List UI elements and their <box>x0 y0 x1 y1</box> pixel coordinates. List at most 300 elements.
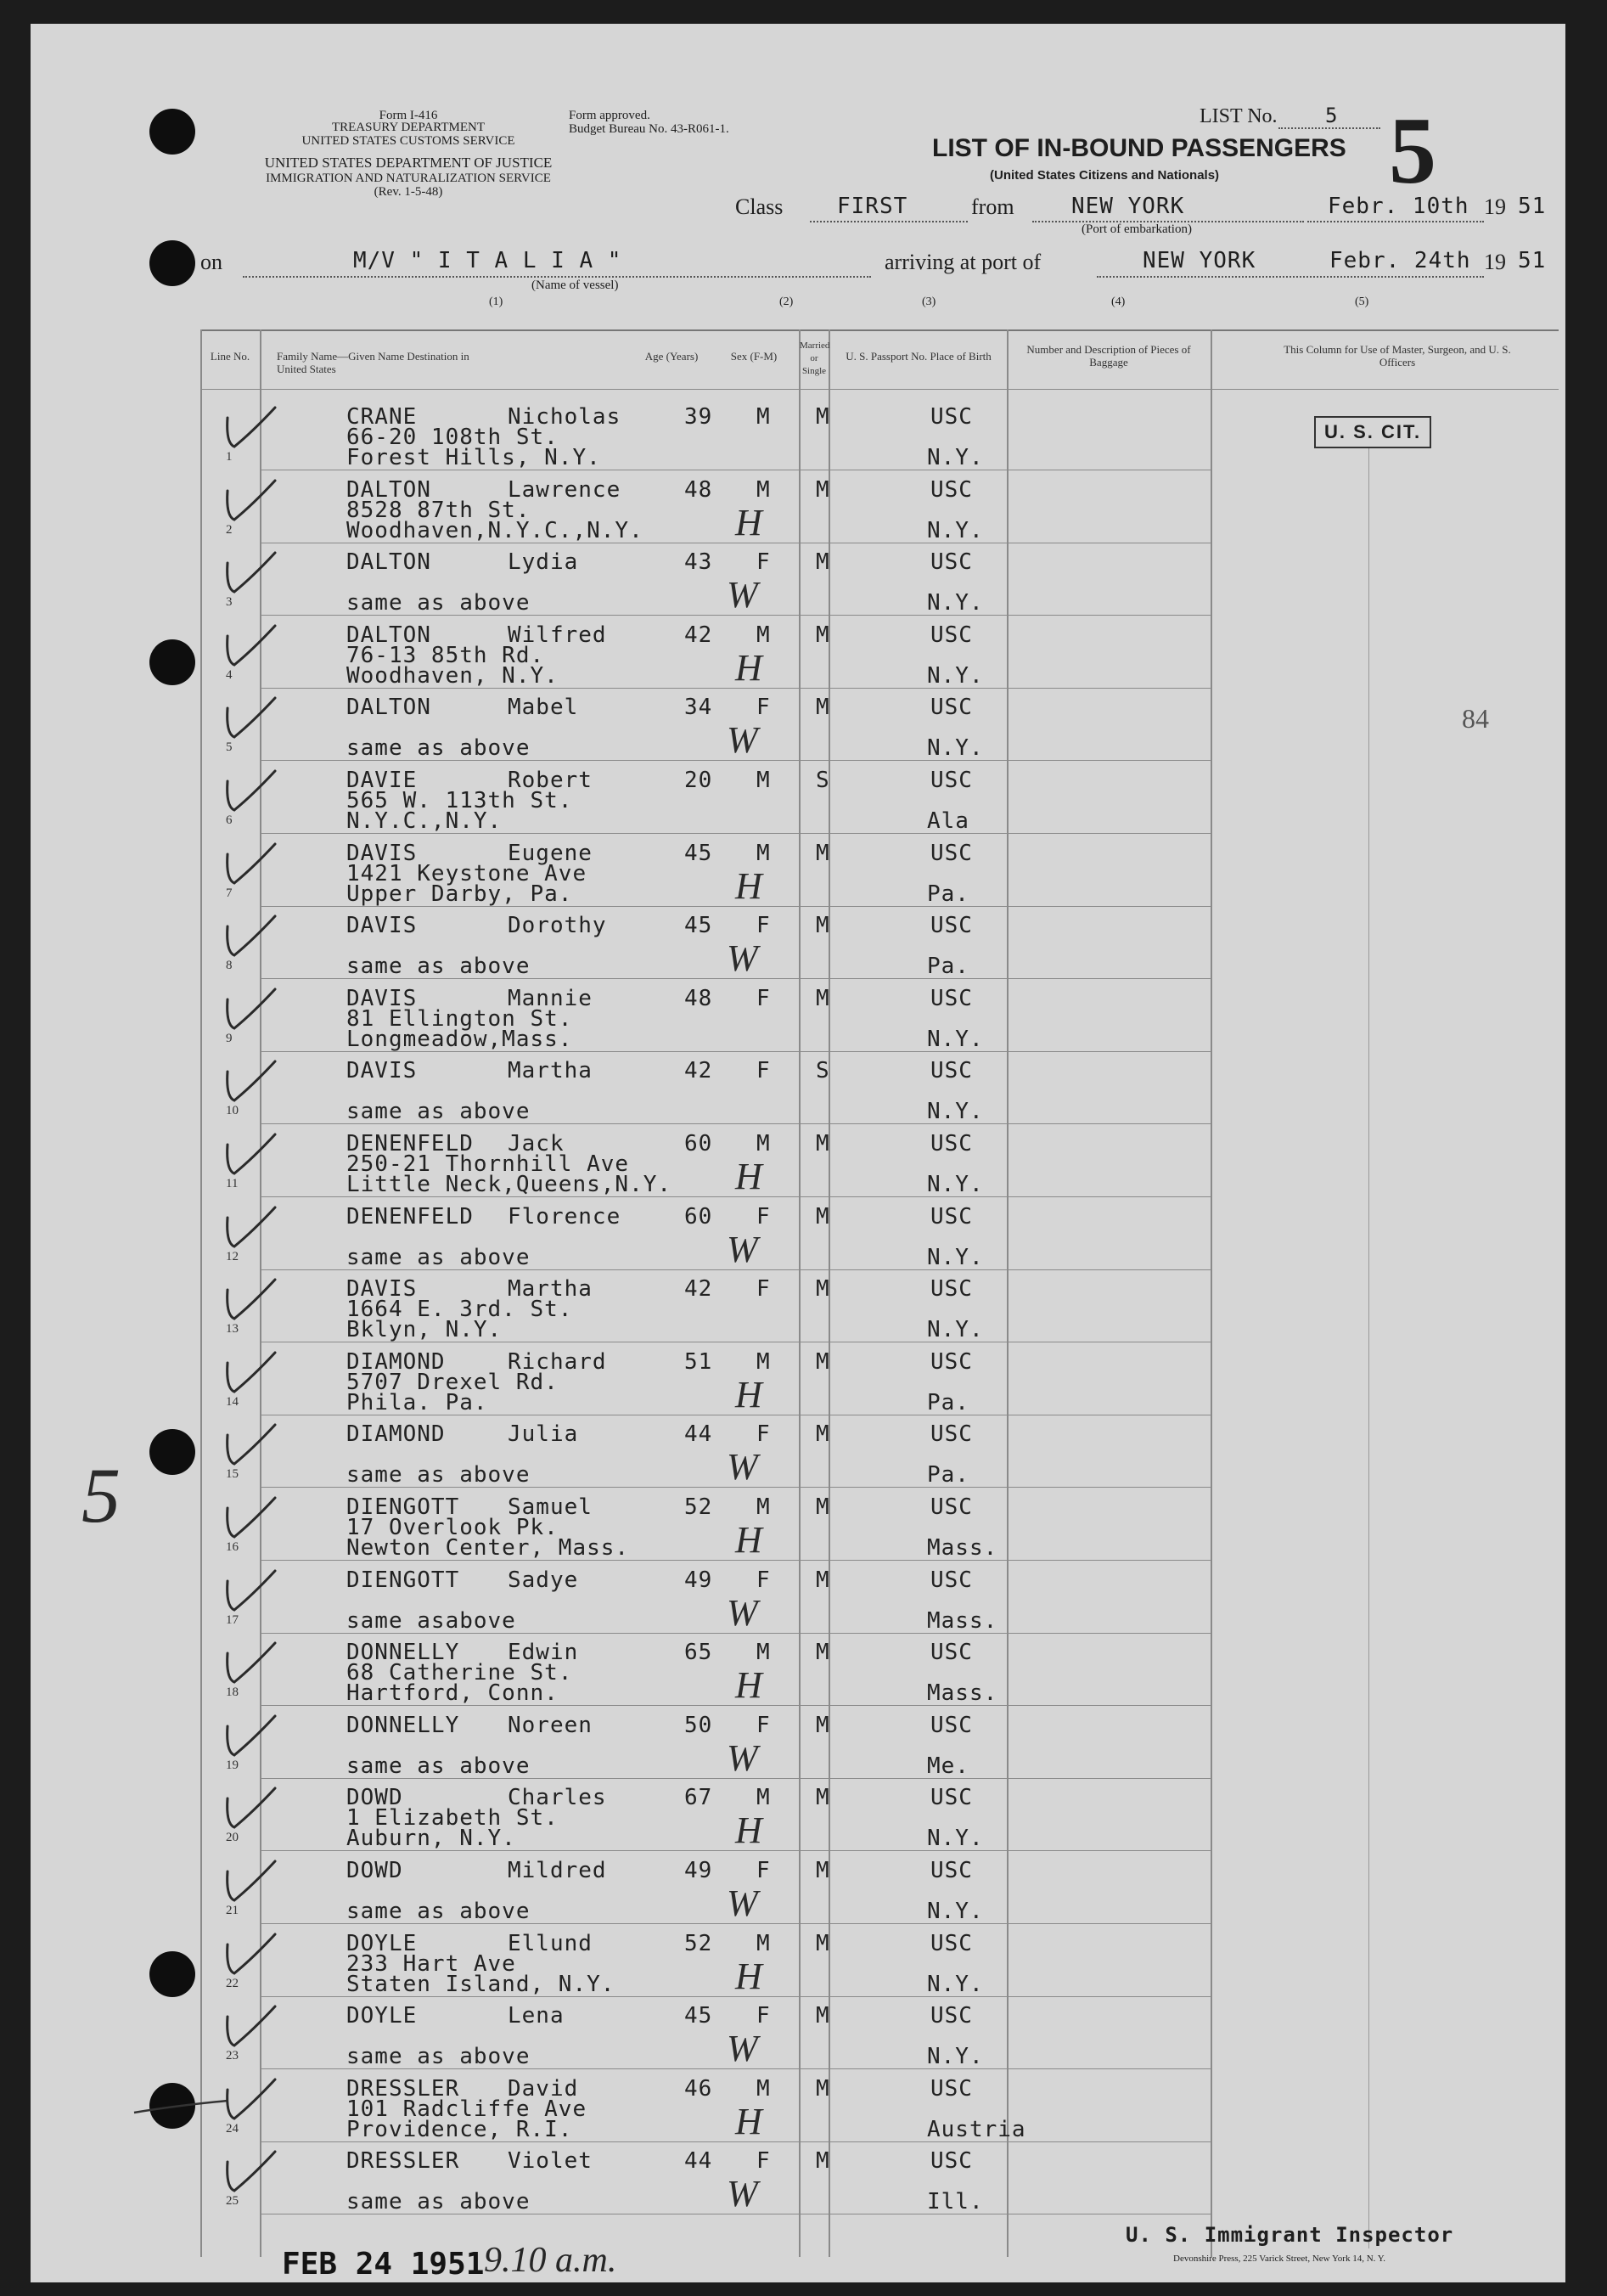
household-mark: H <box>735 1374 763 1415</box>
line-number: 20 <box>226 1831 239 1844</box>
age: 42 <box>684 1276 713 1302</box>
table-row <box>200 1051 1211 1124</box>
age: 52 <box>684 1494 713 1520</box>
age: 60 <box>684 1204 713 1230</box>
household-mark: W <box>727 1229 759 1270</box>
address-line-2: same as above <box>346 1245 531 1270</box>
table-row <box>200 470 1211 543</box>
check-mark-icon <box>219 981 280 1035</box>
age: 45 <box>684 841 713 866</box>
printer-imprint: Devonshire Press, 225 Varick Street, New York 14, N. Y. <box>1173 2254 1386 2264</box>
sex: M <box>756 768 771 793</box>
line-number: 11 <box>226 1177 239 1190</box>
family-name: DIAMOND <box>346 1421 446 1447</box>
marital-status: M <box>816 1640 830 1665</box>
marital-status: M <box>816 477 830 503</box>
citizen-status: USC <box>930 1785 973 1810</box>
citizen-status: USC <box>930 1204 973 1230</box>
table-row <box>200 1561 1211 1634</box>
address-line-1: 233 Hart Ave <box>346 1951 516 1977</box>
year-prefix-from: 19 <box>1484 194 1506 219</box>
address-line-2: same as above <box>346 1462 531 1488</box>
table-header-rule <box>200 389 1559 390</box>
check-mark-icon <box>219 1853 280 1907</box>
place-of-birth: N.Y. <box>927 590 984 616</box>
sex: M <box>756 1640 771 1665</box>
marital-status: M <box>816 1713 830 1738</box>
sex: M <box>756 1785 771 1810</box>
address-line-2: same as above <box>346 954 531 979</box>
citizen-status: USC <box>930 2076 973 2102</box>
line-number: 25 <box>226 2194 239 2208</box>
address-line-1: 1421 Keystone Ave <box>346 861 587 886</box>
age: 45 <box>684 913 713 938</box>
given-name: Sadye <box>508 1567 579 1593</box>
household-mark: W <box>727 937 759 979</box>
address-line-2: Upper Darby, Pa. <box>346 881 573 907</box>
citizen-status: USC <box>930 841 973 866</box>
marital-status: M <box>816 1785 830 1810</box>
marital-status: M <box>816 1349 830 1375</box>
table-row <box>200 1851 1211 1924</box>
sex: F <box>756 2148 771 2174</box>
household-mark: W <box>727 2173 759 2214</box>
table-row <box>200 688 1211 761</box>
marital-status: M <box>816 404 830 430</box>
household-mark: H <box>735 1956 763 1997</box>
household-mark: H <box>735 502 763 543</box>
table-row <box>200 1924 1211 1997</box>
place-of-birth: N.Y. <box>927 2044 984 2069</box>
table-row <box>200 761 1211 834</box>
document-subtitle: (United States Citizens and Nationals) <box>990 168 1220 183</box>
sex: F <box>756 1713 771 1738</box>
check-mark-icon <box>219 1344 280 1398</box>
family-name: CRANE <box>346 404 418 430</box>
line-number: 4 <box>226 668 233 682</box>
form-revision: (Rev. 1-5-48) <box>374 185 443 199</box>
household-mark: H <box>735 1156 763 1197</box>
sex: F <box>756 695 771 720</box>
table-row <box>200 2069 1211 2142</box>
marital-status: M <box>816 913 830 938</box>
address-line-2: Forest Hills, N.Y. <box>346 445 601 470</box>
family-name: DENENFELD <box>346 1131 474 1156</box>
citizen-status: USC <box>930 1494 973 1520</box>
family-name: DRESSLER <box>346 2076 460 2102</box>
address-line-1: 66-20 108th St. <box>346 425 559 450</box>
given-name: Richard <box>508 1349 607 1375</box>
family-name: DALTON <box>346 477 431 503</box>
col-header-passport: U. S. Passport No. Place of Birth <box>846 350 992 363</box>
marital-status: M <box>816 1276 830 1302</box>
punch-hole <box>149 109 195 155</box>
vessel-caption: (Name of vessel) <box>531 279 619 292</box>
household-mark: H <box>735 2101 763 2142</box>
line-number: 19 <box>226 1759 239 1772</box>
table-row <box>200 1197 1211 1270</box>
household-mark: W <box>727 1882 759 1924</box>
marital-status: M <box>816 1131 830 1156</box>
family-name: DALTON <box>346 695 431 720</box>
date-arrive-value: Febr. 24th <box>1329 248 1471 273</box>
list-no-value: 5 <box>1325 104 1339 127</box>
age: 46 <box>684 2076 713 2102</box>
citizen-status: USC <box>930 1421 973 1447</box>
table-row <box>200 543 1211 616</box>
address-line-1: 81 Ellington St. <box>346 1006 573 1032</box>
from-label: from <box>971 194 1014 219</box>
family-name: DOYLE <box>346 2003 418 2029</box>
sex: M <box>756 1931 771 1956</box>
marital-status: M <box>816 549 830 575</box>
household-mark: W <box>727 719 759 761</box>
place-of-birth: Austria <box>927 2117 1026 2142</box>
col-header-officers: This Column for Use of Master, Surgeon, and U. S. Officers <box>1284 343 1511 369</box>
address-line-2: Providence, R.I. <box>346 2117 573 2142</box>
family-name: DIENGOTT <box>346 1567 460 1593</box>
handwritten-time: 9.10 a.m. <box>484 2241 617 2280</box>
table-row <box>200 1633 1211 1706</box>
col-header-baggage: Number and Description of Pieces of Baggage <box>1026 343 1191 369</box>
marital-status: M <box>816 1494 830 1520</box>
place-of-birth: N.Y. <box>927 1027 984 1052</box>
place-of-birth: Ill. <box>927 2189 984 2214</box>
check-mark-icon <box>219 1926 280 1980</box>
year-arrive: 51 <box>1518 248 1547 273</box>
citizen-status: USC <box>930 986 973 1011</box>
table-row <box>200 1124 1211 1197</box>
given-name: Violet <box>508 2148 593 2174</box>
check-mark-icon <box>219 763 280 817</box>
household-mark: W <box>727 1592 759 1634</box>
document-title: LIST OF IN-BOUND PASSENGERS <box>932 134 1346 162</box>
place-of-birth: Pa. <box>927 1390 969 1415</box>
place-of-birth: Pa. <box>927 954 969 979</box>
household-mark: W <box>727 574 759 616</box>
check-mark-icon <box>219 1271 280 1325</box>
given-name: Robert <box>508 768 593 793</box>
given-name: Ellund <box>508 1931 593 1956</box>
marital-status: S <box>816 1058 830 1083</box>
place-of-birth: Ala <box>927 808 969 834</box>
form-number: Form I-416 <box>379 109 438 122</box>
family-name: DOWD <box>346 1785 403 1810</box>
citizen-status: USC <box>930 1640 973 1665</box>
household-mark: H <box>735 865 763 907</box>
place-of-birth: N.Y. <box>927 1826 984 1851</box>
age: 43 <box>684 549 713 575</box>
check-mark-icon <box>219 689 280 744</box>
line-number: 7 <box>226 886 233 900</box>
class-label: Class <box>735 194 784 219</box>
family-name: DAVIS <box>346 841 418 866</box>
col-header-married: Married or Single <box>800 340 830 376</box>
age: 34 <box>684 695 713 720</box>
family-name: DOYLE <box>346 1931 418 1956</box>
address-line-2: same as above <box>346 2044 531 2069</box>
marital-status: M <box>816 1421 830 1447</box>
address-line-2: Hartford, Conn. <box>346 1680 559 1706</box>
check-mark-icon <box>219 1562 280 1617</box>
sex: M <box>756 841 771 866</box>
line-number: 22 <box>226 1977 239 1990</box>
check-mark-icon <box>219 2071 280 2125</box>
on-label: on <box>200 250 222 274</box>
age: 48 <box>684 477 713 503</box>
line-number: 10 <box>226 1104 239 1117</box>
family-name: DIENGOTT <box>346 1494 460 1520</box>
given-name: Mabel <box>508 695 579 720</box>
big-list-number: 5 <box>1389 98 1436 204</box>
address-line-1: 101 Radcliffe Ave <box>346 2096 587 2122</box>
line-number: 18 <box>226 1685 239 1699</box>
place-of-birth: N.Y. <box>927 1317 984 1342</box>
col-header-age: Age (Years) <box>644 350 699 363</box>
address-line-2: Woodhaven,N.Y.C.,N.Y. <box>346 518 643 543</box>
family-name: DENENFELD <box>346 1204 474 1230</box>
date-from-value: Febr. 10th <box>1328 194 1469 219</box>
line-number: 1 <box>226 450 233 464</box>
given-name: Mildred <box>508 1858 607 1883</box>
check-mark-icon <box>219 1708 280 1762</box>
age: 49 <box>684 1858 713 1883</box>
household-mark: H <box>735 1664 763 1706</box>
sex: F <box>756 1567 771 1593</box>
place-of-birth: Me. <box>927 1753 969 1779</box>
age: 65 <box>684 1640 713 1665</box>
check-mark-icon <box>219 836 280 890</box>
check-mark-icon <box>219 2143 280 2198</box>
column-number: (1) <box>489 295 503 308</box>
marital-status: M <box>816 2076 830 2102</box>
sex: M <box>756 622 771 648</box>
table-row <box>200 834 1211 907</box>
place-of-birth: Pa. <box>927 881 969 907</box>
list-no-label: LIST No. <box>1200 105 1278 127</box>
address-line-1: 5707 Drexel Rd. <box>346 1370 559 1395</box>
sex: M <box>756 1494 771 1520</box>
table-row <box>200 1996 1211 2069</box>
given-name: Julia <box>508 1421 579 1447</box>
line-number: 17 <box>226 1613 239 1627</box>
sex: F <box>756 1204 771 1230</box>
address-line-2: Auburn, N.Y. <box>346 1826 516 1851</box>
citizen-status: USC <box>930 1276 973 1302</box>
line-number: 21 <box>226 1904 239 1917</box>
address-line-2: same as above <box>346 735 531 761</box>
citizen-status: USC <box>930 1931 973 1956</box>
year-prefix-arrive: 19 <box>1484 250 1506 274</box>
given-name: Nicholas <box>508 404 621 430</box>
household-mark: H <box>735 647 763 689</box>
family-name: DALTON <box>346 622 431 648</box>
us-citizen-stamp: U. S. CIT. <box>1314 416 1431 448</box>
from-value: NEW YORK <box>1071 194 1185 219</box>
table-row <box>200 2141 1211 2214</box>
marital-status: M <box>816 841 830 866</box>
line-number: 24 <box>226 2122 239 2136</box>
punch-hole <box>149 240 195 286</box>
family-name: DIAMOND <box>346 1349 446 1375</box>
sex: F <box>756 549 771 575</box>
age: 51 <box>684 1349 713 1375</box>
citizen-status: USC <box>930 768 973 793</box>
arriving-label: arriving at port of <box>885 250 1042 274</box>
citizen-status: USC <box>930 1567 973 1593</box>
margin-number: 5 <box>81 1452 121 1539</box>
address-line-1: 8528 87th St. <box>346 498 531 523</box>
sex: F <box>756 986 771 1011</box>
punch-hole <box>149 1951 195 1997</box>
table-row <box>200 397 1211 470</box>
check-mark-icon <box>219 908 280 962</box>
table-row <box>200 1706 1211 1779</box>
family-name: DONNELLY <box>346 1640 460 1665</box>
citizen-status: USC <box>930 1713 973 1738</box>
given-name: Wilfred <box>508 622 607 648</box>
place-of-birth: N.Y. <box>927 1245 984 1270</box>
given-name: Noreen <box>508 1713 593 1738</box>
citizen-status: USC <box>930 404 973 430</box>
budget-number: Budget Bureau No. 43-R061-1. <box>569 122 729 136</box>
given-name: Dorothy <box>508 913 607 938</box>
check-mark-icon <box>219 1635 280 1689</box>
age: 49 <box>684 1567 713 1593</box>
check-mark-icon <box>219 544 280 599</box>
sex: F <box>756 1421 771 1447</box>
officer-vertical-rule <box>1368 448 1369 2248</box>
table-row <box>200 616 1211 689</box>
citizen-status: USC <box>930 2148 973 2174</box>
check-mark-icon <box>219 1780 280 1834</box>
place-of-birth: Mass. <box>927 1680 998 1706</box>
age: 48 <box>684 986 713 1011</box>
port-embark-caption: (Port of embarkation) <box>1082 222 1192 236</box>
given-name: Mannie <box>508 986 593 1011</box>
marital-status: S <box>816 768 830 793</box>
age: 44 <box>684 2148 713 2174</box>
given-name: Martha <box>508 1058 593 1083</box>
column-number: (5) <box>1355 295 1369 308</box>
age: 52 <box>684 1931 713 1956</box>
marital-status: M <box>816 1858 830 1883</box>
arrival-port-value: NEW YORK <box>1143 248 1256 273</box>
citizen-status: USC <box>930 1858 973 1883</box>
marital-status: M <box>816 1204 830 1230</box>
address-line-2: same as above <box>346 2189 531 2214</box>
given-name: Edwin <box>508 1640 579 1665</box>
address-line-2: Bklyn, N.Y. <box>346 1317 503 1342</box>
age: 50 <box>684 1713 713 1738</box>
line-number: 6 <box>226 813 233 827</box>
place-of-birth: N.Y. <box>927 663 984 689</box>
line-number: 13 <box>226 1322 239 1336</box>
age: 45 <box>684 2003 713 2029</box>
check-mark-icon <box>219 1998 280 2052</box>
place-of-birth: N.Y. <box>927 518 984 543</box>
place-of-birth: Mass. <box>927 1535 998 1561</box>
line-number: 5 <box>226 740 233 754</box>
line-number: 16 <box>226 1540 239 1554</box>
address-line-2: same as above <box>346 590 531 616</box>
date-stamp: FEB 24 1951 <box>282 2247 485 2282</box>
address-line-1: 565 W. 113th St. <box>346 788 573 813</box>
given-name: Eugene <box>508 841 593 866</box>
ins-service: IMMIGRATION AND NATURALIZATION SERVICE <box>266 172 551 185</box>
given-name: Lena <box>508 2003 565 2029</box>
family-name: DONNELLY <box>346 1713 460 1738</box>
check-mark-icon <box>219 1126 280 1180</box>
check-mark-icon <box>219 617 280 672</box>
sex: F <box>756 1858 771 1883</box>
check-mark-icon <box>219 1489 280 1544</box>
citizen-status: USC <box>930 1131 973 1156</box>
check-mark-icon <box>219 399 280 453</box>
customs-service: UNITED STATES CUSTOMS SERVICE <box>301 134 515 148</box>
col-header-sex: Sex (F-M) <box>730 350 778 363</box>
place-of-birth: N.Y. <box>927 445 984 470</box>
sex: F <box>756 1276 771 1302</box>
family-name: DOWD <box>346 1858 403 1883</box>
class-value: FIRST <box>837 194 908 219</box>
table-row <box>200 979 1211 1052</box>
age: 42 <box>684 1058 713 1083</box>
table-row <box>200 906 1211 979</box>
given-name: Martha <box>508 1276 593 1302</box>
marital-status: M <box>816 695 830 720</box>
sex: F <box>756 2003 771 2029</box>
marital-status: M <box>816 1567 830 1593</box>
given-name: Samuel <box>508 1494 593 1520</box>
column-number: (2) <box>779 295 794 308</box>
table-row <box>200 1269 1211 1342</box>
dept-treasury: TREASURY DEPARTMENT <box>331 121 486 134</box>
address-line-1: 1664 E. 3rd. St. <box>346 1297 573 1322</box>
address-line-2: same as above <box>346 1753 531 1779</box>
place-of-birth: N.Y. <box>927 1972 984 1997</box>
place-of-birth: N.Y. <box>927 1172 984 1197</box>
age: 39 <box>684 404 713 430</box>
given-name: Lawrence <box>508 477 621 503</box>
citizen-status: USC <box>930 622 973 648</box>
address-line-2: same as above <box>346 1899 531 1924</box>
marital-status: M <box>816 986 830 1011</box>
column-number: (4) <box>1111 295 1126 308</box>
sex: F <box>756 1058 771 1083</box>
check-mark-icon <box>219 1199 280 1253</box>
line-number: 23 <box>226 2049 239 2062</box>
table-row <box>200 1778 1211 1851</box>
sex: M <box>756 1349 771 1375</box>
column-number: (3) <box>922 295 936 308</box>
marital-status: M <box>816 1931 830 1956</box>
family-name: DAVIS <box>346 1058 418 1083</box>
place-of-birth: Mass. <box>927 1608 998 1634</box>
check-mark-icon <box>219 1416 280 1471</box>
address-line-2: same as above <box>346 1099 531 1124</box>
household-mark: W <box>727 1446 759 1488</box>
family-name: DAVIS <box>346 913 418 938</box>
place-of-birth: N.Y. <box>927 1899 984 1924</box>
place-of-birth: Pa. <box>927 1462 969 1488</box>
line-number: 8 <box>226 959 233 972</box>
address-line-2: same asabove <box>346 1608 516 1634</box>
citizen-status: USC <box>930 1058 973 1083</box>
household-mark: H <box>735 1519 763 1561</box>
given-name: Florence <box>508 1204 621 1230</box>
line-number: 2 <box>226 523 233 537</box>
